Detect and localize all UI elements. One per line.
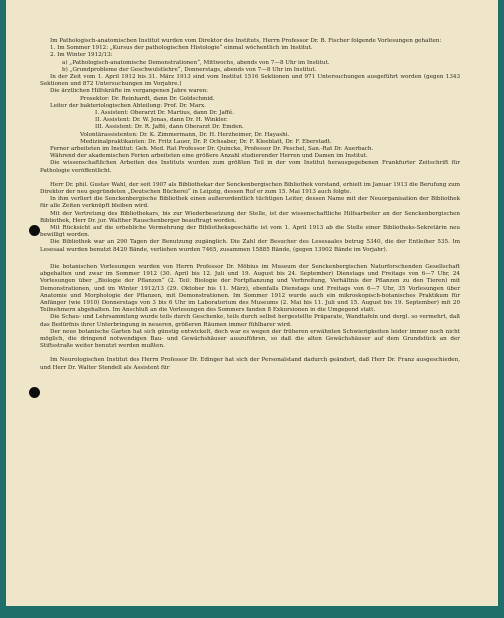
staff-line: Volontärassistenten: Dr. K. Zimmermann, Dr. H. Herzheimer, Dr. Hayashi.	[80, 131, 290, 138]
paragraph: Im Pathologisch-anatomischen Institut wurden vom Direktor des Instituts, Herrn Professor Dr. B. Fischer folgende Vorlesungen gehalten:	[50, 38, 442, 44]
list-item: 2. Im Winter 1912/13:	[50, 52, 113, 59]
staff-line: Medizinalpraktikanten: Dr. Fritz Lauer, Dr. P. Ochsaber, Dr. F. Kleeblatt, Dr. F. Eberstadt.	[80, 138, 332, 145]
paragraph: In ihm verliert die Senckenbergische Bibliothek einen außerordentlich tüchtigen Leiter, dessen Name mit der Neuorganisation der Bibliothek für alle Zeiten verknüpft bleiben wird.	[40, 196, 460, 210]
page-text	[40, 38, 460, 372]
staff-line: III. Assistent: Dr. R. Jaffé, dann Oberarzt Dr. Emden.	[95, 124, 244, 131]
staff-line: II. Assistent: Dr. W. Jonas, dann Dr. H. Winkler.	[95, 117, 228, 124]
paragraph: Der neue botanische Garten hat sich günstig entwickelt, doch war es wegen der früheren erwähnten Schwierigkeiten leider immer noch nicht möglich, die dringend notwendigen Bau- und Gewächshäuser auszuführen, so daß die alten Gewächshäuser auf dem Grundstück an der Stiftsstraße weiter benutzt werden mußten.	[40, 328, 460, 350]
paragraph: Ferner arbeiteten im Institut: Geh. Med. Rat Professor Dr. Quincke, Professor Dr. Peschel, San.-Rat Dr. Auerbach.	[50, 146, 374, 153]
paragraph: Mit der Vertretung des Bibliothekars, bis zur Wiederbesetzung der Stelle, ist der wissenschaftliche Hilfsarbeiter an der Senckenbergischen Bibliothek, Herr Dr. jur. Walther Rauschenberger beauftragt worden.	[40, 210, 460, 224]
paragraph: Die Bibliothek war an 290 Tagen der Benutzung zugänglich. Die Zahl der Besucher des Lesesaales betrug 5340, die der Entleiher 535. Im Lesesaal wurden benutzt 8420 Bände, verliehen wurden 7465, zusammen 15885 Bände, (gegen 13902 Bände im Vorjahr).	[40, 239, 460, 253]
paragraph: Die wissenschaftlichen Arbeiten des Instituts wurden zum größten Teil in der vom Institut herausgegebenen Frankfurter Zeitschrift für Pathologie veröffentlicht.	[40, 160, 460, 174]
paragraph: Mit Rücksicht auf die erhebliche Vermehrung der Bibliotheksgeschäfte ist vom 1. April 1913 ab die Stelle einer Bibliotheks-Sekretärin neu bewilligt worden.	[40, 225, 460, 239]
staff-line: Prosektor: Dr. Reinhardt, dann Dr. Goldschmid.	[80, 95, 215, 102]
punch-hole-bottom	[29, 387, 40, 398]
paragraph: Die Schau- und Lehrsammlung wurde teils durch Geschenke, teils durch selbst hergestellte Präparate, Wandtafeln und dergl. so vermehrt, daß das Bedürfnis ihrer Unterbringung in neueren, größeren Räumen immer fühlbarer wird.	[40, 314, 460, 328]
list-item: b) „Grundprobleme der Geschwulstlehre“, Donnerstags, abends von 7—8 Uhr im Institut.	[62, 66, 317, 73]
list-item: a) „Pathologisch-anatomische Demonstrationen“, Mittwochs, abends von 7—8 Uhr im Institut.	[62, 59, 330, 66]
paragraph: Die ärztlichen Hilfskräfte im vergangenen Jahre waren:	[50, 88, 209, 95]
paragraph: Herr Dr. phil. Gustav Wahl, der seit 1907 als Bibliothekar der Senckenbergischen Bibliothek vorstand, erhielt im Januar 1913 die Berufung zum Direktor der neu gegründeten „Deutschen Bücherei“ in Leipzig, dessen Ruf er zum 15. Mai 1913 auch folgte.	[40, 181, 460, 196]
staff-line: Leiter der bakteriologischen Abteilung: Prof. Dr. Marx.	[50, 102, 206, 109]
paragraph: In der Zeit vom 1. April 1912 bis 31. März 1913 sind vom Institut 1516 Sektionen und 971 Untersuchungen ausgeführt worden (gegen 1343 Sektionen und 872 Untersuchungen im Vorjahre.)	[40, 74, 460, 88]
paragraph: Während der akademischen Ferien arbeiteten eine größere Anzahl studierender Herren und Damen im Institut.	[50, 153, 368, 160]
paragraph: Im Neurologischen Institut des Herrn Professor Dr. Edinger hat sich der Personalstand dadurch geändert, daß Herr Dr. Franz ausgeschieden, und Herr Dr. Walter Stendell als Assistent für	[40, 357, 460, 371]
punch-hole-top	[29, 225, 40, 236]
staff-line: I. Assistent: Oberarzt Dr. Martius, dann Dr. Jaffé.	[95, 110, 234, 117]
list-item: 1. Im Sommer 1912: „Kursus der pathologischen Histologie“ einmal wöchentlich im Institut.	[50, 45, 313, 52]
paragraph: Die botanischen Vorlesungen wurden von Herrn Professor Dr. Möbius im Museum der Senckenbergischen Naturforschenden Gesellschaft abgehalten und zwar im Sommer 1912 (30. April bis 12. Juli und 19. August bis 24. September) Dienstags und Freitags von 6—7 Uhr, 24 Vorlesungen über „Biologie der Pflanzen“ (2. Teil: Biologie der Fortpflanzung und Verbreitung, Verhältnis der Pflanzen zu den Tieren) mit Demonstrationen, und im Winter 1912/13 (29. Oktober bis 11. März), ebenfalls Dienstags und Freitags von 6—7 Uhr, 35 Vorlesungen über Anatomie und Morphologie der Pflanzen, mit Demonstrationen. Im Sommer 1912 wurde auch ein mikroskopisch-botanisches Praktikum für Anfänger (wie 1910) Donnerstags von 3 bis 6 Uhr im Laboratorium des Museums (2. Mai bis 11. Juli und 15. August bis 19. September) mit 20 Teilnehmern abgehalten. Im Anschluß an die Vorlesungen des Sommers fanden 8 Exkursionen in die Umgegend statt.	[40, 263, 460, 314]
